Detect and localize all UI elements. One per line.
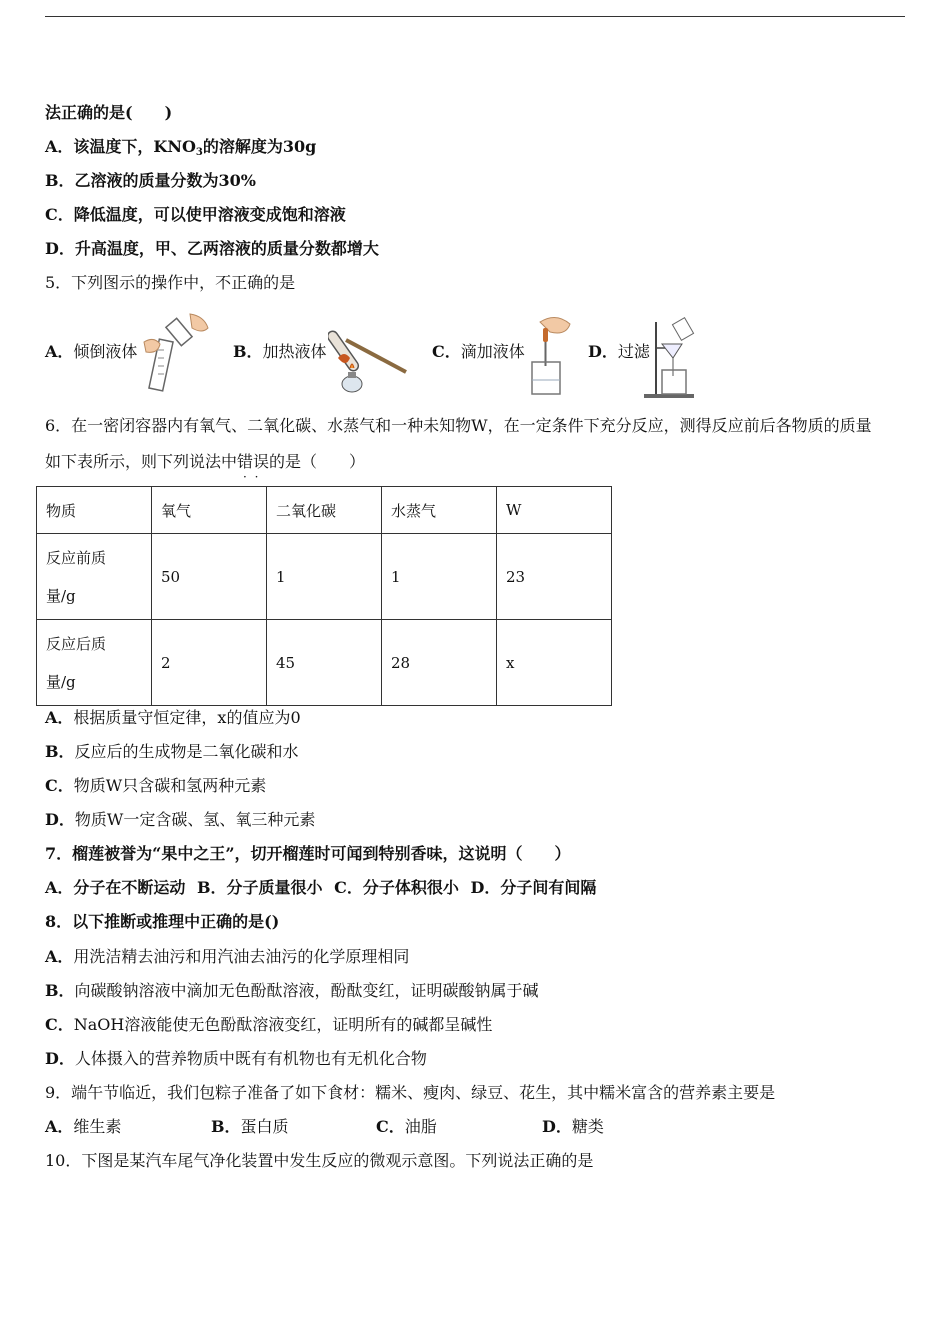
- q4-option-d: [45, 239, 379, 259]
- q7-options: [45, 878, 596, 898]
- option-label: B．: [233, 342, 263, 361]
- table-cell: 50: [152, 534, 267, 620]
- option-text: 分子体积很小: [362, 878, 459, 897]
- row-label-line: 反应前质: [46, 548, 107, 567]
- option-text: 反应后的生成物是二氧化碳和水: [74, 742, 299, 761]
- heating-liquid-icon: [328, 310, 418, 398]
- q6-option-b: [45, 742, 299, 762]
- subscript: 3: [195, 147, 203, 158]
- filtration-icon: [640, 314, 702, 400]
- option-text: 物质W一定含碳、氢、氧三种元素: [74, 810, 316, 829]
- option-label: A．: [45, 947, 74, 966]
- option-label: C．: [45, 205, 74, 224]
- q5-figure-row: [0, 310, 950, 400]
- q9-option-d: [542, 1117, 604, 1137]
- option-label: A．: [45, 137, 74, 156]
- option-text: 过滤: [617, 342, 650, 361]
- q4-option-c: [45, 205, 346, 225]
- header-rule: [45, 16, 905, 17]
- table-row: [37, 534, 612, 620]
- q6-option-d: [45, 810, 315, 830]
- option-label: C．: [45, 776, 74, 795]
- option-label: C．: [376, 1117, 405, 1136]
- option-text: 油脂: [404, 1117, 437, 1136]
- row-label-line: 量/g: [46, 586, 76, 605]
- option-text: 乙溶液的质量分数为30%: [74, 171, 257, 190]
- option-label: A．: [45, 342, 74, 361]
- option-label: D．: [45, 810, 75, 829]
- table-cell: x: [497, 620, 612, 706]
- stem-text: 的是（ ）: [269, 452, 366, 471]
- row-label-cell: [37, 620, 152, 706]
- q8-stem: 8．以下推断或推理中正确的是(): [45, 912, 280, 931]
- q5-option-c: [432, 342, 525, 362]
- option-text: 糖类: [571, 1117, 604, 1136]
- q4-stem: 法正确的是( ): [45, 103, 173, 122]
- q6-stem-line1: 6．在一密闭容器内有氧气、二氧化碳、水蒸气和一种未知物W，在一定条件下充分反应，测得反应前后各物质的质量: [45, 416, 872, 435]
- option-label: A．: [45, 878, 74, 897]
- table-header-cell: 二氧化碳: [267, 487, 382, 534]
- option-label: D．: [470, 878, 501, 897]
- option-label: D．: [588, 342, 618, 361]
- option-label: A．: [45, 708, 74, 727]
- q5-stem: 5．下列图示的操作中，不正确的是: [45, 273, 296, 292]
- q7-stem: 7．榴莲被誉为“果中之王”，切开榴莲时可闻到特别香味，这说明（ ）: [45, 844, 571, 863]
- option-label: B．: [211, 1117, 241, 1136]
- table-header-cell: 物质: [37, 487, 152, 534]
- table-row: [37, 620, 612, 706]
- table-cell: 1: [267, 534, 382, 620]
- q10-stem: 10．下图是某汽车尾气净化装置中发生反应的微观示意图。下列说法正确的是: [45, 1151, 594, 1170]
- emphasis-text: 错误 · ·: [237, 452, 269, 471]
- row-label-cell: [37, 534, 152, 620]
- option-label: D．: [45, 239, 75, 258]
- option-text: 的溶解度为30g: [202, 137, 317, 156]
- option-label: C．: [432, 342, 461, 361]
- stem-text: 如下表所示，则下列说法中: [45, 452, 238, 471]
- q8-option-a: [45, 947, 409, 967]
- option-text: 升高温度，甲、乙两溶液的质量分数都增大: [74, 239, 379, 258]
- table-header-row: [37, 487, 612, 534]
- option-label: B．: [45, 742, 75, 761]
- q4-option-a: [45, 137, 316, 163]
- option-text: 倾倒液体: [73, 342, 138, 361]
- option-text: 人体摄入的营养物质中既有有机物也有无机化合物: [74, 1049, 427, 1068]
- q9-option-b: [211, 1117, 289, 1137]
- dropping-liquid-icon: [528, 314, 576, 398]
- table-cell: 23: [497, 534, 612, 620]
- option-label: C．: [334, 878, 363, 897]
- option-text: 分子质量很小: [226, 878, 323, 897]
- option-text: 加热液体: [262, 342, 327, 361]
- q8-option-d: [45, 1049, 427, 1069]
- q8-option-c: [45, 1015, 492, 1035]
- table-cell: 28: [382, 620, 497, 706]
- table-cell: 45: [267, 620, 382, 706]
- option-text: 分子在不断运动: [73, 878, 186, 897]
- q4-option-b: [45, 171, 256, 191]
- q9-option-a: [45, 1117, 121, 1137]
- q9-option-c: [376, 1117, 437, 1137]
- option-text: 物质W只含碳和氢两种元素: [73, 776, 267, 795]
- q6-option-a: [45, 708, 301, 728]
- option-label: B．: [45, 171, 75, 190]
- table-header-cell: 氧气: [152, 487, 267, 534]
- option-label: A．: [45, 1117, 74, 1136]
- option-text: 分子间有间隔: [500, 878, 597, 897]
- option-text: 维生素: [73, 1117, 122, 1136]
- q6-option-c: [45, 776, 266, 796]
- table-cell: 1: [382, 534, 497, 620]
- table-cell: 2: [152, 620, 267, 706]
- option-text: 用洗洁精去油污和用汽油去油污的化学原理相同: [73, 947, 410, 966]
- option-label: D．: [542, 1117, 572, 1136]
- row-label-line: 反应后质: [46, 634, 107, 653]
- option-text: NaOH溶液能使无色酚酞溶液变红，证明所有的碱都呈碱性: [73, 1015, 493, 1034]
- q8-option-b: [45, 981, 539, 1001]
- q5-option-b: [233, 342, 327, 362]
- option-text: 蛋白质: [240, 1117, 289, 1136]
- option-text: 向碳酸钠溶液中滴加无色酚酞溶液，酚酞变红，证明碳酸钠属于碱: [74, 981, 539, 1000]
- table-header-cell: W: [497, 487, 612, 534]
- option-text: 根据质量守恒定律，x的值应为0: [73, 708, 301, 727]
- option-label: D．: [45, 1049, 75, 1068]
- option-label: B．: [197, 878, 227, 897]
- table-header-cell: 水蒸气: [382, 487, 497, 534]
- pouring-liquid-icon: [140, 310, 220, 398]
- option-label: B．: [45, 981, 75, 1000]
- option-text: 滴加液体: [460, 342, 525, 361]
- option-text: 该温度下，KNO: [73, 137, 196, 156]
- q9-stem: 9．端午节临近，我们包粽子准备了如下食材：糯米、瘦肉、绿豆、花生，其中糯米富含的营养素主要是: [45, 1083, 776, 1102]
- option-label: C．: [45, 1015, 74, 1034]
- row-label-line: 量/g: [46, 672, 76, 691]
- reaction-mass-table: [36, 486, 612, 706]
- q6-stem-line2: [45, 452, 365, 472]
- q5-option-a: [45, 342, 137, 362]
- option-text: 降低温度，可以使甲溶液变成饱和溶液: [73, 205, 346, 224]
